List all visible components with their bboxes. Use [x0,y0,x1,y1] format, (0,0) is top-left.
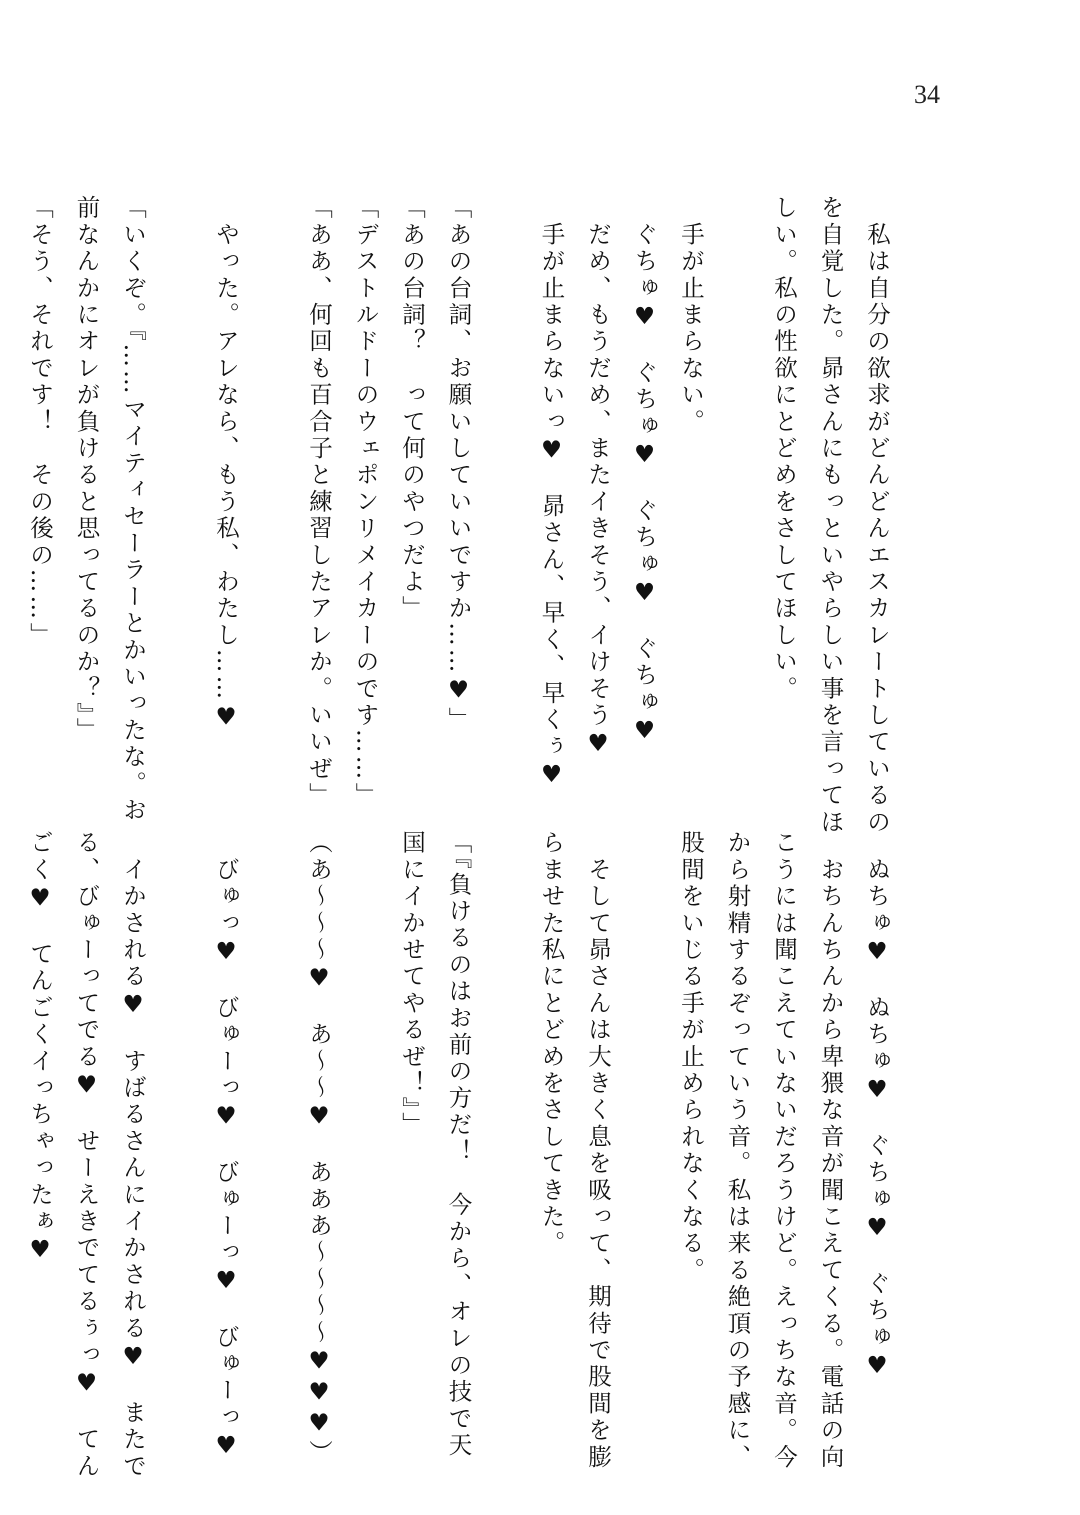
blank-line [482,195,529,755]
text-line: 手が止まらないっ♥ 昴さん、早く、早くぅ♥ [537,195,566,792]
blank-line [249,830,296,1390]
text-line: 「あの台詞、お願いしていいですか……♥」 [444,195,473,734]
blank-line [156,195,203,755]
text-line: 前なんかにオレが負けると思ってるのか？』」 [72,195,101,744]
text-line: やった。アレなら、もう私、わたし……♥ [212,195,240,734]
text-line: そして昴さんは大きく息を吸って、期待で股間を膨 [584,830,612,1471]
text-line: 「『負けるのはお前の方だ！ 今から、オレの技で天 [444,830,473,1460]
text-line: ぬちゅ♥ ぬちゅ♥ ぐちゅ♥ ぐちゅ♥ [863,830,891,1382]
text-line: ごく♥ てんごくイっちゃったぁ♥ [26,830,54,1267]
text-line: 「ああ、何回も百合子と練習したアレか。いいぜ」 [305,195,333,810]
text-line: しい。私の性欲にとどめをさしてほしい。 [770,195,798,703]
text-line: 「あの台詞？ って何のやつだよ」 [398,195,426,623]
text-line: 股間をいじる手が止められなくなる。 [677,830,705,1284]
page-number: 34 [914,80,940,109]
blank-line [714,195,761,755]
text-line: を自覚した。昴さんにもっといやらしい事を言ってほ [816,195,845,836]
text-line: 手が止まらない。 [677,195,705,436]
text-line: イかされる♥ すばるさんにイかされる♥ またで [119,830,147,1480]
text-line: だめ、もうだめ、またイきそう、イけそう♥ [584,195,612,761]
text-line: らませた私にとどめをさしてきた。 [537,830,566,1258]
blank-line [0,830,17,1390]
blank-line [249,195,296,755]
text-line: 私は自分の欲求がどんどんエスカレートしているの [863,195,891,836]
text-line: 国にイかせてやるぜ！』」 [398,830,426,1139]
text-line: る、びゅーってでる♥ せーえきでてるぅっ♥ てん [72,830,101,1480]
blank-line [342,830,389,1390]
text-line: こうには聞こえていないだろうけど。えっちな音。今 [770,830,798,1471]
lower-text-block [26,830,900,1480]
text-line: 「いくぞ。『……マイティセーラーとかいったな。お [119,195,147,825]
text-line: から射精するぞっていう音。私は来る絶頂の予感に、 [723,830,752,1471]
text-line: ぐちゅ♥ ぐちゅ♥ ぐちゅ♥ ぐちゅ♥ [630,195,659,747]
text-line: （あ～～～♥ あ～～♥ あああ～～～～♥♥♥） [305,830,333,1467]
text-line: おちんちんから卑猥な音が聞こえてくる。電話の向 [816,830,845,1471]
blank-line [621,830,668,1390]
blank-line [156,830,203,1390]
text-line: 「そう、それです！ その後の……」 [26,195,54,649]
text-line: 「デストルドーのウェポンリメイカーのです……」 [351,195,380,810]
blank-line [482,830,529,1390]
upper-text-block [26,195,900,836]
text-line: びゅっ♥ びゅーっ♥ びゅーっ♥ びゅーっ♥ [212,830,240,1463]
